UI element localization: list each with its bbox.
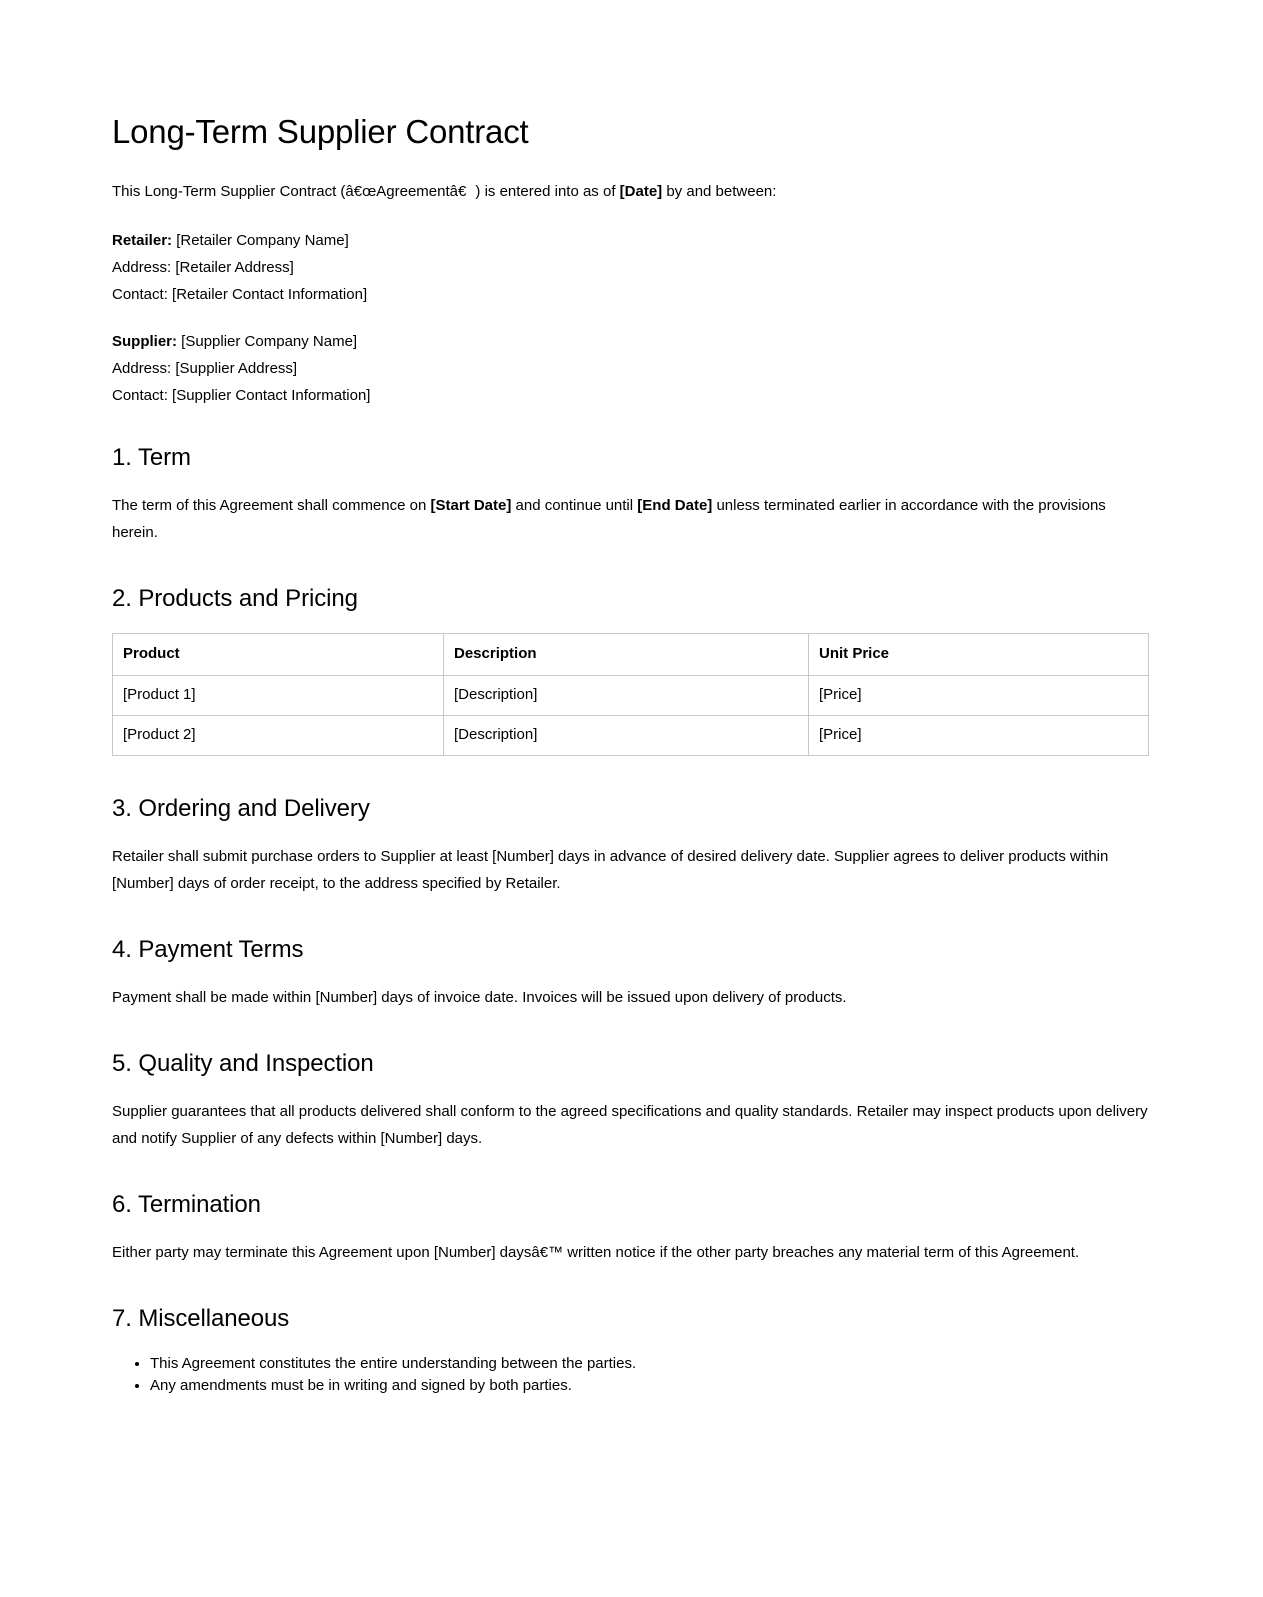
cell-product: [Product 1] [113, 675, 444, 715]
section-text-payment: Payment shall be made within [Number] days of invoice date. Invoices will be issued upon delivery of products. [112, 988, 847, 1006]
section-heading-payment: 4. Payment Terms [112, 935, 304, 963]
section-heading-products: 2. Products and Pricing [112, 584, 358, 612]
cell-description: [Description] [444, 675, 809, 715]
section-heading-miscellaneous: 7. Miscellaneous [112, 1304, 290, 1332]
list-item: • This Agreement constitutes the entire understanding between the parties. [150, 1353, 1148, 1375]
intro-text-after-date: by and between: [662, 182, 777, 200]
table-row [113, 675, 1149, 715]
list-item: • Any amendments must be in writing and signed by both parties. [150, 1375, 1148, 1397]
supplier-company-name: [Supplier Company Name] [177, 332, 358, 350]
retailer-company-name: [Retailer Company Name] [172, 231, 349, 249]
retailer-contact: Contact: [Retailer Contact Information] [112, 285, 368, 303]
products-pricing-table [112, 633, 1149, 756]
table-header-row [113, 633, 1149, 675]
cell-product: [Product 2] [113, 715, 444, 755]
supplier-contact: Contact: [Supplier Contact Information] [112, 386, 371, 404]
page-title: Long-Term Supplier Contract [112, 113, 529, 150]
section-text-quality: Supplier guarantees that all products delivered shall conform to the agreed specifications and quality standards. Retailer may inspect products upon delivery and notify Supplier of any defects within [Number] days. [112, 1102, 1148, 1147]
term-text-c: unless terminated earlier in accordance with the provisions herein. [112, 496, 1106, 541]
cell-unit-price: [Price] [809, 675, 1149, 715]
term-text-b: and continue until [511, 496, 638, 514]
section-heading-ordering: 3. Ordering and Delivery [112, 794, 370, 822]
supplier-party-block [112, 328, 1148, 409]
retailer-address: Address: [Retailer Address] [112, 258, 294, 276]
supplier-address: Address: [Supplier Address] [112, 359, 298, 377]
cell-description: [Description] [444, 715, 809, 755]
section-heading-quality: 5. Quality and Inspection [112, 1049, 374, 1077]
term-text-a: The term of this Agreement shall commence on [112, 496, 431, 514]
intro-date-placeholder: [Date] [619, 182, 663, 200]
column-header-description: Description [444, 633, 809, 675]
term-start-date: [Start Date] [430, 496, 512, 514]
retailer-role-label: Retailer: [112, 231, 173, 249]
intro-text-before-date: This Long-Term Supplier Contract (â€œAgreementâ€) is entered into as of [112, 182, 620, 200]
term-end-date: [End Date] [637, 496, 713, 514]
retailer-party-block [112, 227, 1148, 308]
section-heading-termination: 6. Termination [112, 1190, 261, 1218]
column-header-product: Product [113, 633, 444, 675]
table-row [113, 715, 1149, 755]
supplier-role-label: Supplier: [112, 332, 178, 350]
intro-paragraph [112, 178, 1148, 205]
miscellaneous-bullet-list [112, 1353, 1148, 1397]
retailer-name-line [112, 227, 1148, 254]
column-header-unit-price: Unit Price [809, 633, 1149, 675]
section-text-term [112, 492, 1148, 546]
supplier-name-line [112, 328, 1148, 355]
section-text-ordering: Retailer shall submit purchase orders to Supplier at least [Number] days in advance of desired delivery date. Supplier agrees to deliver products within [Number] days of order receipt, to the address specified by Retailer. [112, 847, 1109, 892]
section-text-termination: Either party may terminate this Agreement upon [Number] daysâ€™ written notice if the other party breaches any material term of this Agreement. [112, 1243, 1080, 1261]
section-heading-term: 1. Term [112, 443, 191, 471]
cell-unit-price: [Price] [809, 715, 1149, 755]
